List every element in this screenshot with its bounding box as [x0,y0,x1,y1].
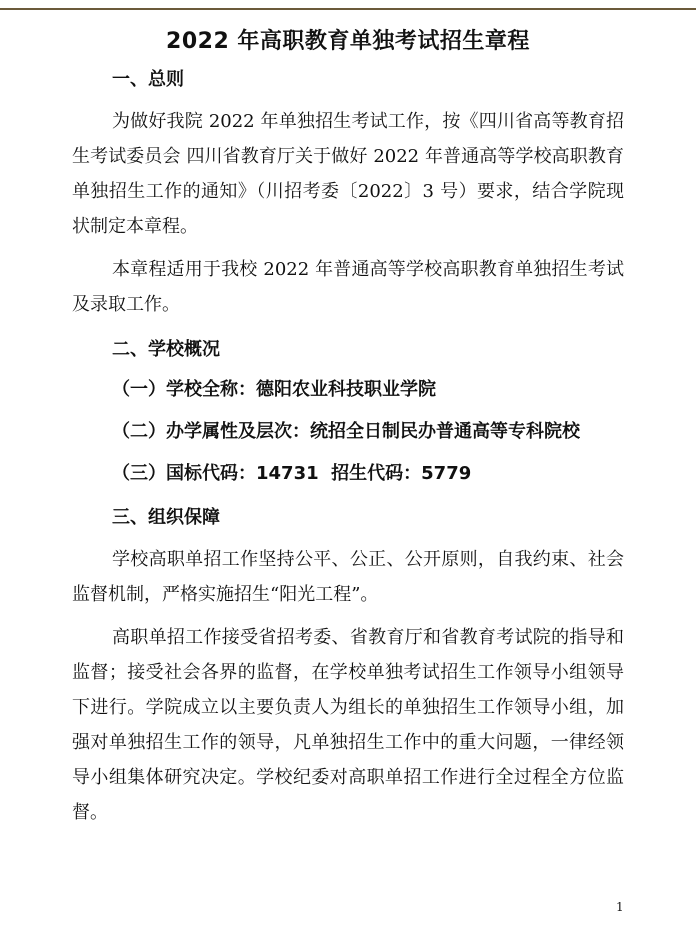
paragraph-organization-2: 高职单招工作接受省招考委、省教育厅和省教育考试院的指导和监督；接受社会各界的监督，在学校单独考试招生工作领导小组领导下进行。学院成立以主要负责人为组长的单独招生工作领导小组，加强对单独招生工作的领导，凡单独招生工作中的重大问题，一律经领导小组集体研究决定。学校纪委对高职单招工作进行全过程全方位监督。 [72,627,624,823]
document-title: 2022 年高职教育单独考试招生章程 [166,29,530,54]
paragraph-general-2: 本章程适用于我校 2022 年普通高等学校高职教育单独招生考试及录取工作。 [72,259,624,315]
top-border-line [0,8,696,10]
section-heading-school-overview: 二、学校概况 [112,339,220,360]
section-heading-general: 一、总则 [112,69,184,90]
paragraph-organization-1: 学校高职单招工作坚持公平、公正、公开原则，自我约束、社会监督机制，严格实施招生“阳光工程”。 [72,549,624,605]
paragraph-general-1: 为做好我院 2022 年单独招生考试工作，按《四川省高等教育招生考试委员会 四川省教育厅关于做好 2022 年普通高等学校高职教育单独招生工作的通知》（川招考委〔2022〕3 号）要求，结合学院现状制定本章程。 [72,111,624,237]
school-codes: （三）国标代码：14731 招生代码：5779 [112,463,472,484]
school-type-level: （二）办学属性及层次：统招全日制民办普通高等专科院校 [112,421,580,442]
page-number: 1 [616,900,624,914]
section-heading-organization: 三、组织保障 [112,507,220,528]
school-full-name: （一）学校全称：德阳农业科技职业学院 [112,379,436,400]
document-body [72,66,624,830]
